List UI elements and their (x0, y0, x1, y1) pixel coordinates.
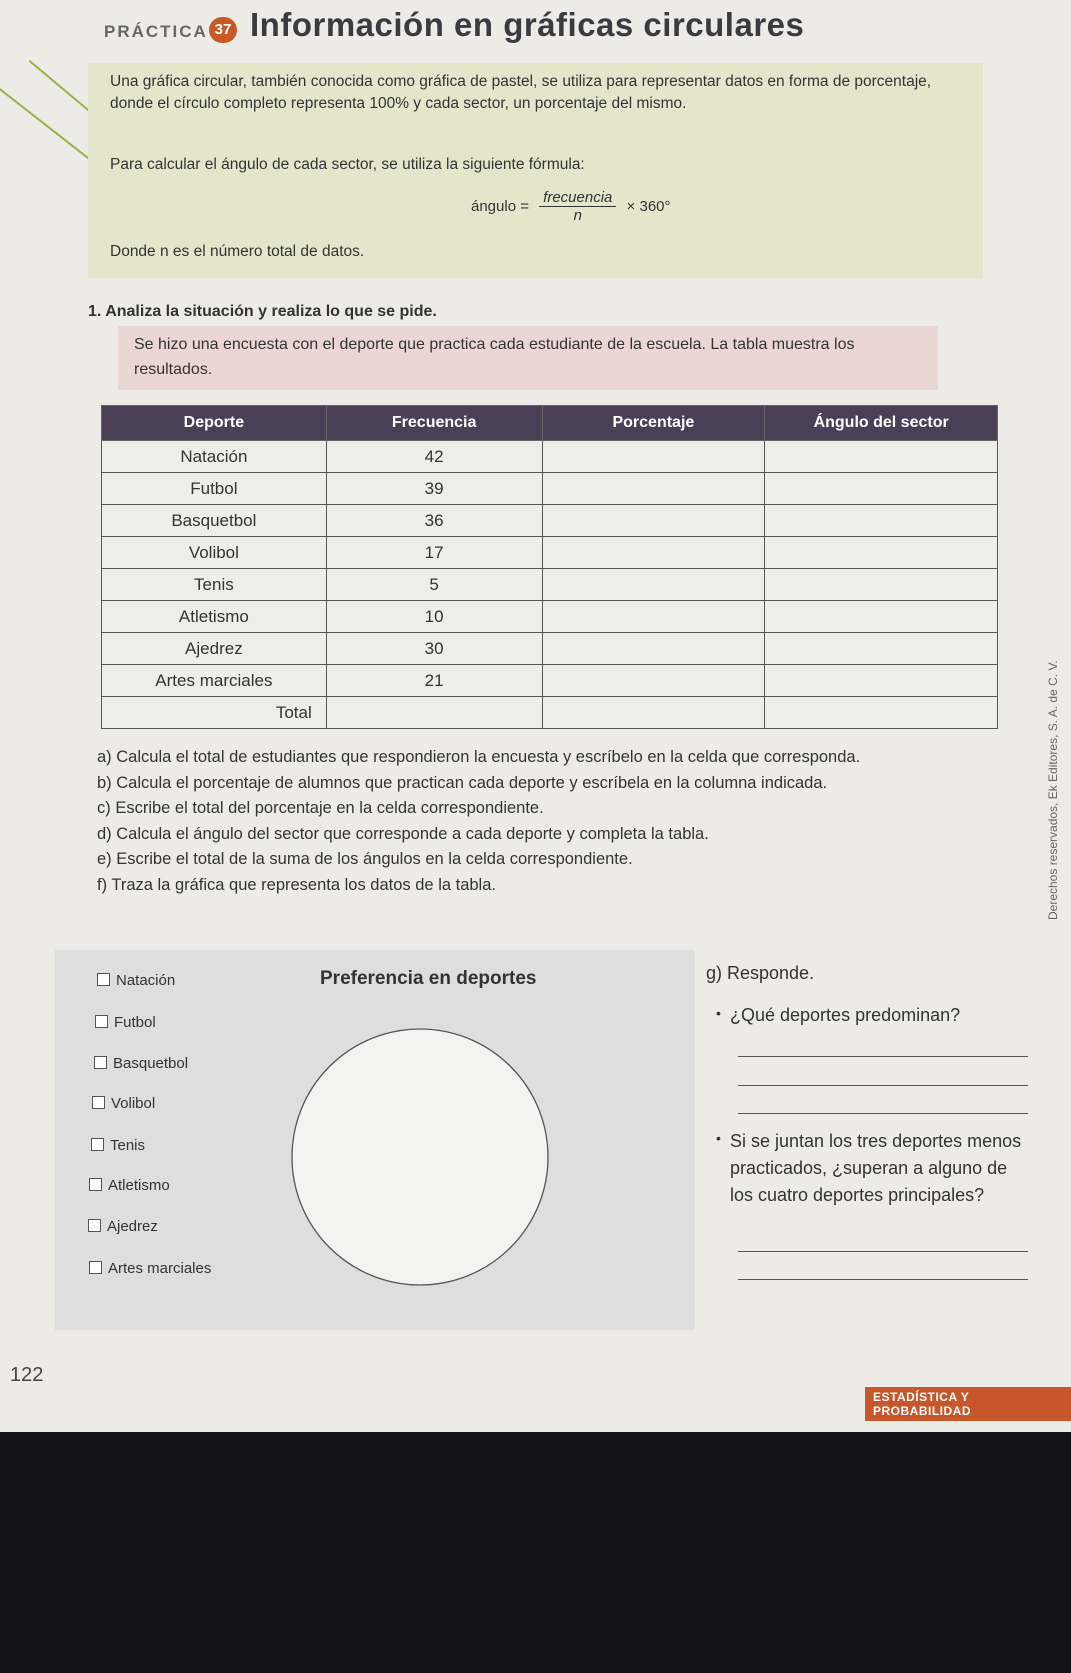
cell-frecuencia: 21 (326, 665, 542, 697)
legend-label: Natación (116, 972, 176, 989)
legend-label: Atletismo (108, 1177, 170, 1194)
checkbox-icon[interactable] (92, 1096, 105, 1109)
cell-deporte: Ajedrez (102, 633, 327, 665)
header-porcentaje: Porcentaje (542, 406, 765, 441)
instruction-item: b) Calcula el porcentaje de alumnos que practican cada deporte y escríbela en la columna indicada. (97, 773, 828, 792)
table-row (102, 473, 998, 505)
page-number: 122 (10, 1364, 44, 1386)
cell-porcentaje[interactable] (542, 473, 765, 505)
cell-porcentaje[interactable] (542, 441, 765, 473)
cell-frecuencia: 36 (326, 505, 542, 537)
angle-formula (471, 189, 671, 224)
legend-label: Basquetbol (113, 1055, 189, 1072)
table-row (102, 537, 998, 569)
instruction-item: c) Escribe el total del porcentaje en la celda correspondiente. (97, 799, 544, 817)
legend-item[interactable] (89, 1177, 249, 1194)
practica-label: PRÁCTICA (104, 22, 208, 41)
total-label: Total (102, 697, 327, 729)
cell-angulo[interactable] (765, 537, 998, 569)
checkbox-icon[interactable] (88, 1219, 101, 1232)
cell-angulo[interactable] (765, 665, 998, 697)
intro-paragraph: Una gráfica circular, también conocida como gráfica de pastel, se utiliza para representar datos en forma de porcentaje, donde el círculo completo representa 100% y cada sector, un porcentaje del mismo. (110, 73, 932, 112)
cell-porcentaje[interactable] (542, 569, 765, 601)
legend-label: Tenis (110, 1137, 146, 1154)
formula-fraction (539, 189, 616, 224)
table-row (102, 505, 998, 537)
question-box (118, 326, 938, 390)
legend-item[interactable] (97, 972, 257, 989)
cell-frecuencia: 30 (326, 633, 542, 665)
checkbox-icon[interactable] (94, 1056, 107, 1069)
legend-label: Ajedrez (107, 1218, 158, 1235)
total-frecuencia[interactable] (326, 697, 542, 729)
cell-porcentaje[interactable] (542, 665, 765, 697)
answer-line[interactable] (738, 1113, 1028, 1114)
cell-angulo[interactable] (765, 601, 998, 633)
background-shadow (0, 1432, 1071, 1673)
intro-box (88, 63, 983, 278)
practica-number-badge: 37 (209, 17, 237, 43)
cell-porcentaje[interactable] (542, 537, 765, 569)
legend-item[interactable] (91, 1137, 251, 1154)
cell-deporte: Tenis (102, 569, 327, 601)
answer-line[interactable] (738, 1085, 1028, 1086)
cell-frecuencia: 42 (326, 441, 542, 473)
formula-denominator: n (573, 207, 582, 224)
cell-deporte: Natación (102, 441, 327, 473)
cell-angulo[interactable] (765, 633, 998, 665)
instruction-item: f) Traza la gráfica que representa los datos de la tabla. (97, 875, 496, 894)
table-header-row (102, 406, 998, 441)
cell-frecuencia: 39 (326, 473, 542, 505)
legend-item[interactable] (92, 1095, 252, 1112)
checkbox-icon[interactable] (89, 1261, 102, 1274)
table-row (102, 601, 998, 633)
checkbox-icon[interactable] (97, 973, 110, 986)
bullet-icon: • (716, 1005, 721, 1021)
sports-table (101, 405, 998, 729)
table-row (102, 441, 998, 473)
page-header (0, 0, 1071, 72)
cell-angulo[interactable] (765, 569, 998, 601)
answer-line[interactable] (738, 1279, 1028, 1280)
cell-angulo[interactable] (765, 505, 998, 537)
question-superan: Si se juntan los tres deportes menos practicados, ¿superan a alguno de los cuatro deportes principales? (730, 1131, 1022, 1205)
page-title: Información en gráficas circulares (250, 6, 805, 43)
cell-porcentaje[interactable] (542, 505, 765, 537)
cell-angulo[interactable] (765, 473, 998, 505)
legend-label: Artes marciales (108, 1260, 212, 1277)
table-row (102, 569, 998, 601)
header-angulo: Ángulo del sector (765, 406, 998, 441)
chart-title: Preferencia en deportes (320, 968, 537, 989)
question-text: Se hizo una encuesta con el deporte que practica cada estudiante de la escuela. La tabla muestra los resultados. (134, 336, 855, 378)
intro-paragraph: Para calcular el ángulo de cada sector, se utiliza la siguiente fórmula: (110, 156, 585, 173)
legend-label: Futbol (114, 1014, 156, 1031)
cell-porcentaje[interactable] (542, 601, 765, 633)
cell-deporte: Atletismo (102, 601, 327, 633)
empty-pie-circle[interactable] (292, 1029, 548, 1285)
checkbox-icon[interactable] (89, 1178, 102, 1191)
answer-line[interactable] (738, 1251, 1028, 1252)
table-row (102, 633, 998, 665)
instructions-list (97, 745, 1017, 898)
cell-deporte: Futbol (102, 473, 327, 505)
cell-frecuencia: 10 (326, 601, 542, 633)
respond-heading: g) Responde. (706, 963, 815, 983)
formula-rhs: × 360° (626, 198, 671, 215)
cell-deporte: Artes marciales (102, 665, 327, 697)
header-frecuencia: Frecuencia (326, 406, 542, 441)
legend-item[interactable] (89, 1260, 249, 1277)
instruction-item: a) Calcula el total de estudiantes que respondieron la encuesta y escríbelo en la celda que corresponda. (97, 748, 861, 766)
table-total-row (102, 697, 998, 729)
cell-porcentaje[interactable] (542, 633, 765, 665)
legend-item[interactable] (94, 1055, 254, 1072)
intro-paragraph: Donde n es el número total de datos. (110, 243, 365, 260)
answer-line[interactable] (738, 1056, 1028, 1057)
legend-item[interactable] (88, 1218, 248, 1235)
header-deporte: Deporte (102, 406, 327, 441)
checkbox-icon[interactable] (95, 1015, 108, 1028)
copyright-notice: Derechos reservados, Ek Editores, S. A. de C. V. (1046, 660, 1060, 920)
cell-angulo[interactable] (765, 441, 998, 473)
legend-label: Volibol (111, 1095, 156, 1112)
formula-numerator: frecuencia (539, 189, 616, 207)
section-badge: ESTADÍSTICA Y PROBABILIDAD (865, 1387, 1071, 1421)
cell-frecuencia: 5 (326, 569, 542, 601)
formula-lhs: ángulo = (471, 198, 529, 215)
cell-frecuencia: 17 (326, 537, 542, 569)
cell-deporte: Basquetbol (102, 505, 327, 537)
checkbox-icon[interactable] (91, 1138, 104, 1151)
bullet-icon: • (716, 1130, 721, 1146)
legend-item[interactable] (95, 1014, 255, 1031)
cell-deporte: Volibol (102, 537, 327, 569)
total-porcentaje[interactable] (542, 697, 765, 729)
table-row (102, 665, 998, 697)
question-predominan: ¿Qué deportes predominan? (730, 1005, 961, 1025)
chart-panel (55, 950, 695, 1330)
question-heading: 1. Analiza la situación y realiza lo que se pide. (88, 303, 437, 320)
instruction-item: e) Escribe el total de la suma de los ángulos en la celda correspondiente. (97, 850, 633, 868)
total-angulo[interactable] (765, 697, 998, 729)
instruction-item: d) Calcula el ángulo del sector que corresponde a cada deporte y completa la tabla. (97, 824, 709, 843)
